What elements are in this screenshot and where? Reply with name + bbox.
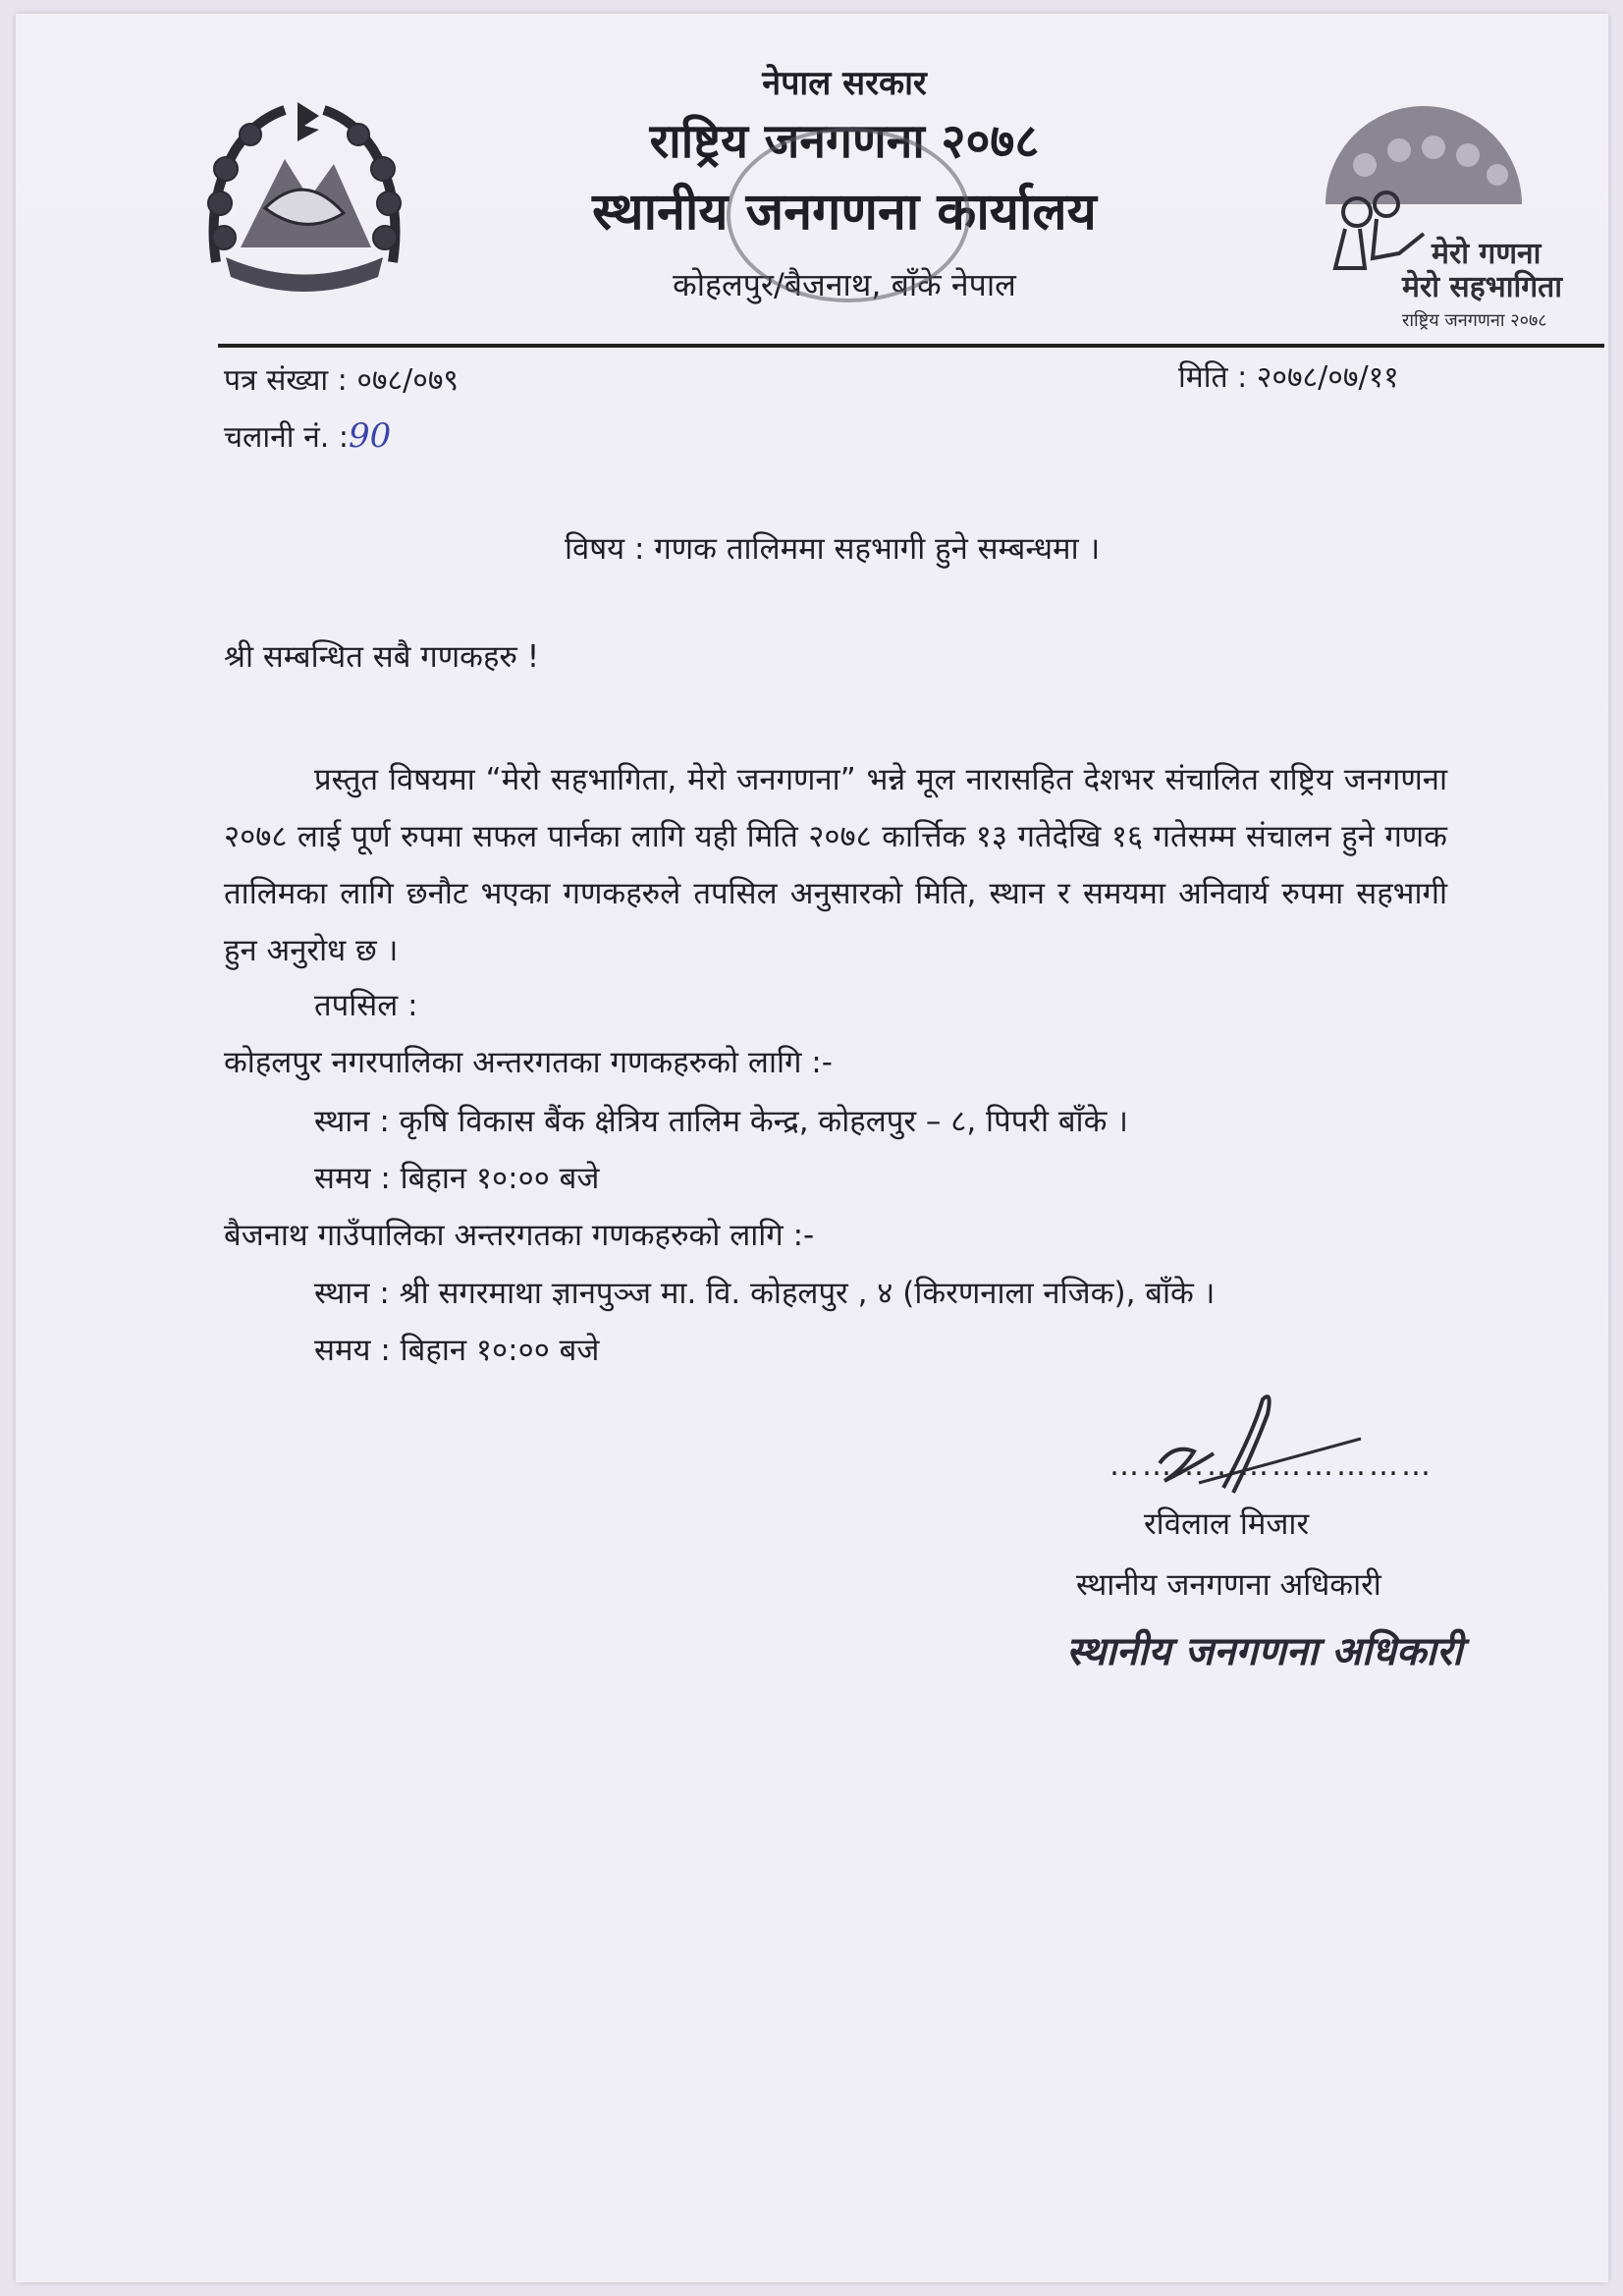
census-campaign-logo [1306,96,1563,342]
signatory-name: रविलाल मिजार [1144,1506,1310,1542]
letter-date: मिति : २०७८/०७/११ [1178,360,1399,395]
subject-line: विषय : गणक तालिममा सहभागी हुने सम्बन्धमा । [565,531,1101,567]
kohalpur-place: स्थान : कृषि विकास बैंक क्षेत्रिय तालिम केन्द्र, कोहलपुर – ८, पिपरी बाँके । [314,1104,1128,1139]
office-title: स्थानीय जनगणना कार्यालय [592,183,1097,242]
letter-number: पत्र संख्या : ०७८/०७९ [224,363,460,398]
signature-line: ………………………… [1109,1449,1434,1483]
office-address: कोहलपुर/बैजनाथ, बाँके नेपाल [673,266,1016,303]
salutation: श्री सम्बन्धित सबै गणकहरु ! [224,639,540,675]
slogan-line1: मेरो गणना [1432,237,1542,271]
signatory-stamp: स्थानीय जनगणना अधिकारी [1066,1629,1463,1674]
kohalpur-time: समय : बिहान १०:०० बजे [314,1161,600,1196]
government-title: नेपाल सरकार [762,64,927,103]
body-paragraph: प्रस्तुत विषयमा “मेरो सहभागिता, मेरो जनगणना” भन्ने मूल नारासहित देशभर संचालित राष्ट्रिय जनगणना २०७८ लाई पूर्ण रुपमा सफल पार्नका लागि यही मिति २०७८ कार्त्तिक १३ गतेदेखि १६ गतेसम्म संचालन हुने गणक तालिमका लागि छनौट भएका गणकहरुले तपसिल अनुसारको मिति, स्थान र समयमा अनिवार्य रुपमा सहभागी हुन अनुरोध छ । [224,762,1447,968]
office-seal-stamp [727,128,970,302]
header-divider [218,344,1604,348]
dispatch-number-label: चलानी नं. : [224,420,349,455]
slogan-line3: राष्ट्रिय जनगणना २०७८ [1402,310,1547,331]
dispatch-number-handwritten: 90 [348,416,392,456]
baijanath-place: स्थान : श्री सगरमाथा ज्ञानपुञ्ज मा. वि. कोहलपुर , ४ (किरणनाला नजिक), बाँके । [314,1276,1216,1311]
slogan-line2: मेरो सहभागिता [1402,270,1563,304]
details-heading: तपसिल : [314,988,418,1023]
baijanath-heading: बैजनाथ गाउँपालिका अन्तरगतका गणकहरुको लागि :- [224,1218,815,1253]
dispatch-number-row [224,409,459,465]
baijanath-time: समय : बिहान १०:०० बजे [314,1333,600,1368]
nepal-emblem-logo [196,90,412,301]
census-title: राष्ट्रिय जनगणना २०७८ [649,114,1040,169]
kohalpur-heading: कोहलपुर नगरपालिका अन्तरगतका गणकहरुको लागि :- [224,1045,833,1080]
signatory-title: स्थानीय जनगणना अधिकारी [1076,1567,1381,1603]
